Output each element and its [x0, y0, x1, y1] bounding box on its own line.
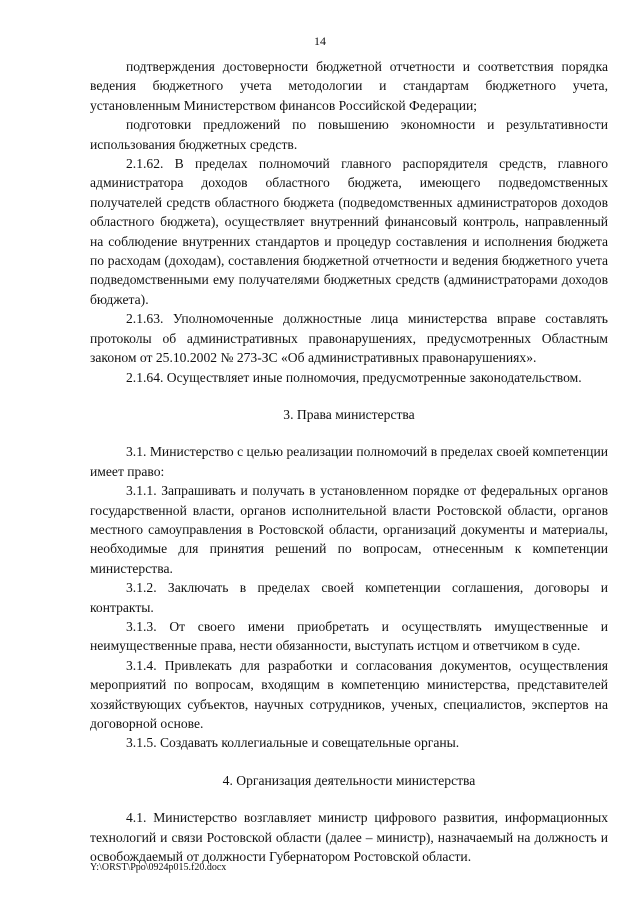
paragraph: подтверждения достоверности бюджетной отчетности и соответствия порядка ведения бюджетного учета методологии и стандартам бюджетного учета, установленным Министерством финансов Российской Федерации; — [90, 59, 608, 113]
paragraph: 2.1.64. Осуществляет иные полномочия, предусмотренные законодательством. — [126, 369, 582, 385]
section-heading: 3. Права министерства — [283, 406, 415, 422]
paragraph: 2.1.63. Уполномоченные должностные лица министерства вправе составлять протоколы об административных правонарушениях, предусмотренных Областным законом от 25.10.2002 № 273-ЗС «Об административных правонарушениях». — [90, 311, 608, 366]
page-number: 14 — [314, 34, 326, 48]
paragraph: 3.1.1. Запрашивать и получать в установленном порядке от федеральных органов государственной власти, органов исполнительной власти Ростовской области, органов местного самоуправления в Ростовской области, организаций документы и материалы, необходимые для принятия решений по вопросам, отнесенным к компетенции министерства. — [90, 483, 608, 576]
paragraph: 3.1.5. Создавать коллегиальные и совещательные органы. — [126, 735, 460, 751]
spacer — [90, 424, 608, 442]
paragraph: 2.1.62. В пределах полномочий главного распорядителя средств, главного администратора доходов областного бюджета, имеющего подведомственных получателей средств областного бюджета (подведомственных администраторов доходов областного бюджета), осуществляет внутренний финансовый контроль, направленный на соблюдение внутренних стандартов и процедур составления и исполнения бюджета по расходам (доходам), составления бюджетной отчетности и ведения бюджетного учета подведомственными ему получателями бюджетных средств (администраторами доходов бюджета). — [90, 156, 608, 307]
paragraph: 3.1. Министерство с целью реализации полномочий в пределах своей компетенции имеет право: — [90, 444, 608, 479]
document-body — [90, 57, 608, 866]
paragraph: 3.1.2. Заключать в пределах своей компетенции соглашения, договоры и контракты. — [90, 580, 608, 615]
paragraph: 3.1.4. Привлекать для разработки и согласования документов, осуществления мероприятий по вопросам, входящим в компетенцию министерства, представителей хозяйствующих субъектов, научных сотрудников, ученых, специалистов, экспертов на договорной основе. — [90, 657, 608, 731]
paragraph: 4.1. Министерство возглавляет министр цифрового развития, информационных технологий и связи Ростовской области (далее – министр), назначаемый на должность и освобождаемый от должности Губернатором Ростовской области. — [90, 810, 608, 865]
spacer — [90, 387, 608, 405]
paragraph: 3.1.3. От своего имени приобретать и осуществлять имущественные и неимущественные права, нести обязанности, выступать истцом и ответчиком в суде. — [90, 618, 608, 654]
spacer — [90, 790, 608, 808]
paragraph: подготовки предложений по повышению экономности и результативности использования бюджетных средств. — [90, 117, 608, 152]
file-path-footer: Y:\ORST\Ppo\0924p015.f20.docx — [90, 862, 227, 873]
spacer — [90, 753, 608, 771]
section-heading: 4. Организация деятельности министерства — [222, 772, 476, 788]
